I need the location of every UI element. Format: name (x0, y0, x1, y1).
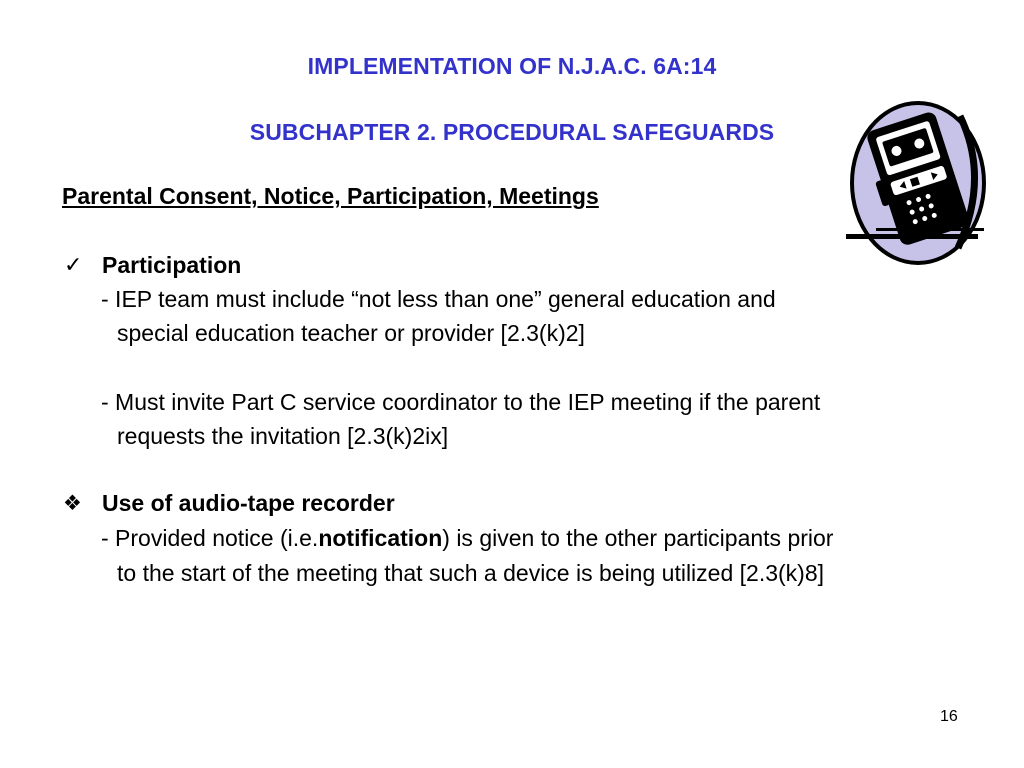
slide-title: IMPLEMENTATION OF N.J.A.C. 6A:14 (307, 53, 717, 79)
audio-recorder-icon (840, 98, 990, 268)
audio-tape-line-1-suffix: ) is given to the other participants prior (442, 525, 834, 551)
audio-tape-line-1-prefix: - Provided notice (i.e. (101, 525, 319, 551)
participation-line-2: special education teacher or provider [2.3(k)2] (117, 320, 585, 346)
slide-subtitle: SUBCHAPTER 2. PROCEDURAL SAFEGUARDS (249, 119, 775, 145)
diamond-bullet-icon: ❖ (63, 492, 82, 515)
notification-emphasis: notification (318, 525, 443, 551)
participation-line-1: - IEP team must include “not less than one” general education and (101, 286, 776, 312)
participation-line-3: - Must invite Part C service coordinator to the IEP meeting if the parent (101, 389, 821, 415)
bullet-title-audio-tape: Use of audio-tape recorder (102, 490, 395, 516)
checkmark-icon: ✓ (64, 252, 83, 277)
audio-tape-line-2: to the start of the meeting that such a device is being utilized [2.3(k)8] (117, 560, 825, 586)
bullet-title-participation: Participation (102, 252, 242, 278)
participation-line-4: requests the invitation [2.3(k)2ix] (117, 423, 449, 449)
section-heading: Parental Consent, Notice, Participation, Meetings (62, 183, 599, 209)
audio-tape-line-1 (101, 525, 833, 552)
page-number: 16 (940, 708, 958, 725)
